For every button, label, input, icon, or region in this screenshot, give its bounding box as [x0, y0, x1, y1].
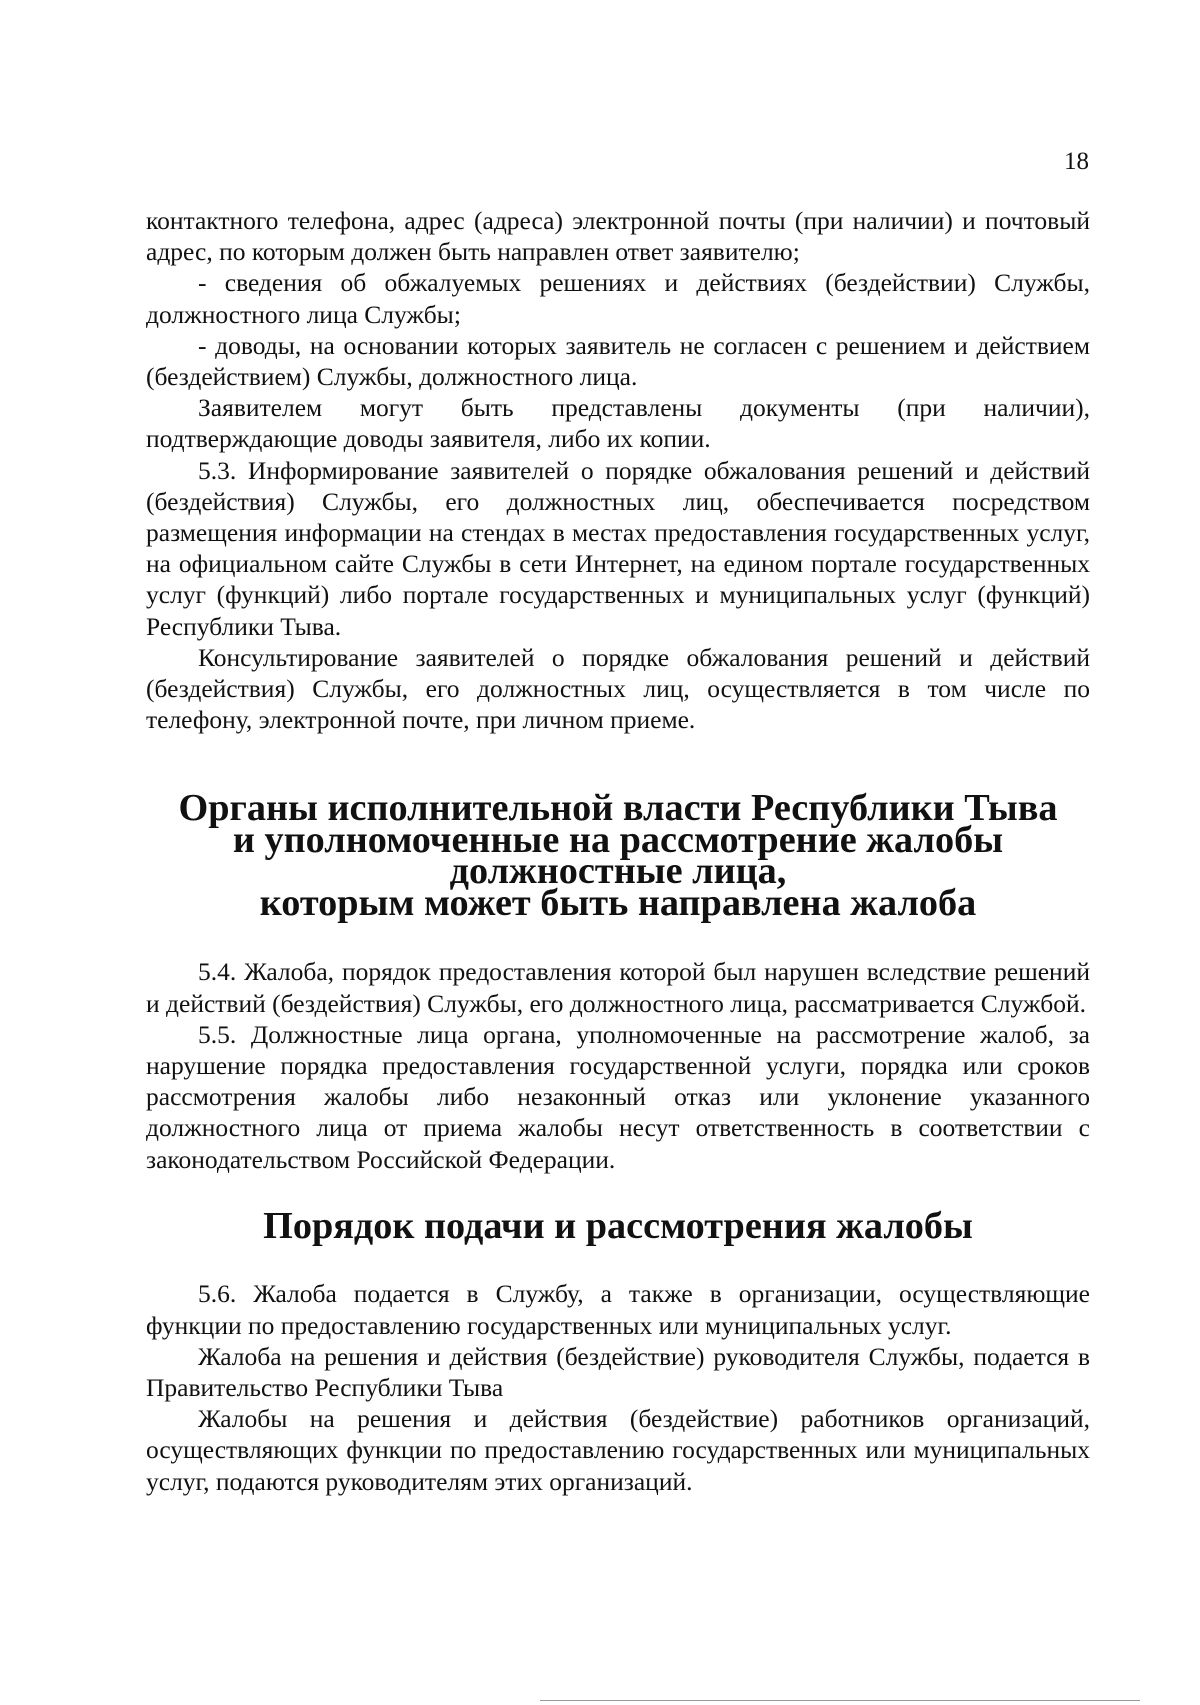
- paragraph: 5.6. Жалоба подается в Службу, а также в организации, осуществляющие функции по предоставлению государственных или муниципальных услуг.: [146, 1279, 1090, 1340]
- section-heading: Порядок подачи и рассмотрения жалобы: [263, 1204, 973, 1247]
- paragraph: Жалоба на решения и действия (бездействие) руководителя Службы, подается в Правительство Республики Тыва: [146, 1341, 1090, 1402]
- section-heading-line: Органы исполнительной власти Республики Тыва: [178, 787, 1058, 830]
- paragraph: 5.5. Должностные лица органа, уполномоченные на рассмотрение жалоб, за нарушение порядка предоставления государственной услуги, порядка или сроков рассмотрения жалобы либо незаконный отказ или уклонение указанного должностного лица от приема жалобы несут ответственность в соответствии с законодательством Российской Федерации.: [146, 1019, 1090, 1174]
- section-heading-line: которым может быть направлена жалоба: [259, 881, 977, 924]
- paragraph: - доводы, на основании которых заявитель не согласен с решением и действием (бездействием) Службы, должностного лица.: [146, 330, 1090, 392]
- section-heading-line: и уполномоченные на рассмотрение жалобы должностные лица,: [232, 818, 1004, 893]
- paragraph: 5.4. Жалоба, порядок предоставления которой был нарушен вследствие решений и действий (бездействия) Службы, его должностного лица, рассматривается Службой.: [146, 957, 1090, 1018]
- section-heading: [146, 787, 1090, 924]
- paragraph: 5.3. Информирование заявителей о порядке обжалования решений и действий (бездействия) Службы, его должностных лиц, обеспечивается посредством размещения информации на стендах в местах предоставления государственных услуг, на официальном сайте Службы в сети Интернет, на едином портале государственных услуг (функций) либо портале государственных и муниципальных услуг (функций) Республики Тыва.: [146, 455, 1090, 641]
- paragraph: Жалобы на решения и действия (бездействие) работников организаций, осуществляющих функции по предоставлению государственных или муниципальных услуг, подаются руководителям этих организаций.: [146, 1404, 1090, 1496]
- paragraph: - сведения об обжалуемых решениях и действиях (бездействии) Службы, должностного лица Службы;: [146, 268, 1090, 329]
- paragraph: Заявителем могут быть представлены документы (при наличии), подтверждающие доводы заявителя, либо их копии.: [146, 393, 1090, 454]
- page-number: 18: [1064, 148, 1089, 175]
- document-body: [146, 205, 1090, 1497]
- paragraph: контактного телефона, адрес (адреса) электронной почты (при наличии) и почтовый адрес, по которым должен быть направлен ответ заявителю;: [146, 206, 1090, 267]
- paragraph: Консультирование заявителей о порядке обжалования решений и действий (бездействия) Службы, его должностных лиц, осуществляется в том числе по телефону, электронной почте, при личном приеме.: [146, 642, 1090, 735]
- page-edge-rule: [540, 1700, 1140, 1701]
